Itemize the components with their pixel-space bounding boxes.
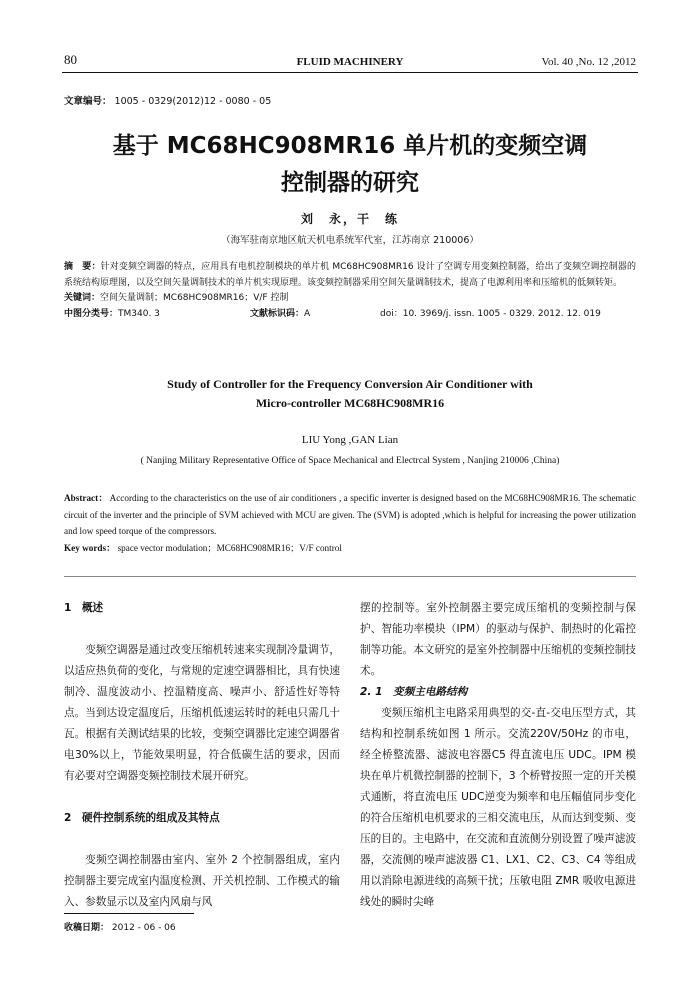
authors-en: LIU Yong ,GAN Lian — [301, 434, 399, 446]
article-number-value: 1005 - 0329(2012)12 - 0080 - 05 — [114, 96, 272, 107]
footnote-rule — [64, 913, 194, 914]
section-2-title: 2 硬件控制系统的组成及其特点 — [64, 812, 220, 824]
page-number: 80 — [64, 52, 77, 67]
right-column — [360, 598, 636, 913]
left-column — [64, 598, 340, 913]
subsection-2-1-paragraph: 变频压缩机主电路采用典型的交-直-交电压型方式，其结构和控制系统如图 1 所示。交流220V/50Hz 的市电，经全桥整流器、滤波电容器C5 得直流电压 UDC。IPM 模块在单片机微控制器的控制下，3 个桥臂按照一定的开关模式通断，将直流电压 UDC逆变为频率和电压幅值同步变化的符合压缩机电机要求的三相交流电压，从而达到变频、变压的目的。主电路中，在交流和直流侧分别设置了噪声滤波器，交流侧的噪声滤波器 C1、LX1、C2、C3、C4 等组成用以消除电源进线的高频干扰；压敏电阻 ZMR 吸收电源进线处的瞬时尖峰 — [360, 707, 636, 908]
abstract-en — [64, 490, 636, 556]
section-2-paragraph: 变频空调控制器由室内、室外 2 个控制器组成，室内控制器主要完成室内温度检测、开关机控制、工作模式的输入、参数显示以及室内风扇与风 — [64, 854, 340, 908]
doi: doi：10. 3969/j. issn. 1005 - 0329. 2012. 12. 019 — [380, 308, 601, 319]
abstract-en-body — [64, 490, 636, 540]
title-cn — [80, 128, 620, 202]
doc-code-block — [250, 307, 380, 323]
subsection-2-1-title: 2. 1 变频主电路结构 — [360, 686, 468, 698]
abstract-cn — [64, 260, 636, 322]
received-date — [64, 920, 176, 933]
doc-code-value: A — [304, 308, 311, 319]
affiliation-cn: （海军驻南京地区航天机电系统军代室，江苏南京 210006） — [221, 235, 479, 246]
section-1-title: 1 概述 — [64, 602, 104, 614]
right-column-continuation: 摆的控制等。室外控制器主要完成压缩机的变频控制与保护、智能功率模块（IPM）的驱动与保护、制热时的化霜控制等功能。本文研究的是室外控制器中压缩机的变频控制技术。 — [360, 602, 636, 677]
clc-value: TM340. 3 — [118, 308, 160, 319]
authors-cn: 刘 永，干 练 — [300, 212, 399, 226]
keywords-cn — [64, 291, 636, 307]
doc-code-label: 文献标识码： — [250, 308, 305, 319]
section-1-paragraph: 变频空调器是通过改变压缩机转速来实现制冷量调节，以适应热负荷的变化，与常规的定速空调器相比，具有快速制冷、温度波动小、控温精度高、噪声小、舒适性好等特点。当到达设定温度后，压缩机低速运转时的耗电只需几十瓦。根据有关测试结果的比较，变频空调器比定速空调器省电30%以上，节能效果明显，符合低碳生活的要求，因而有必要对空调器变频控制技术展开研究。 — [64, 644, 340, 782]
title-en-line2: Micro-controller MC68HC908MR16 — [255, 396, 445, 410]
abstract-cn-label: 摘 要： — [64, 262, 101, 272]
received-date-label: 收稿日期： — [64, 923, 110, 933]
title-en — [90, 375, 610, 413]
spacer — [64, 829, 340, 850]
spacer — [64, 787, 340, 808]
volume-info: Vol. 40 ,No. 12 ,2012 — [541, 56, 636, 68]
abstract-en-text: According to the characteristics on the use of air conditioners , a specific inverter is designed based on the MC68HC908MR16. The schematic circuit of the inverter and the principle of SVM achieved with MCU are given. The (SVM) is adopted ,which is helpful for increasing the power utilization and low speed torque of the compressors. — [64, 493, 636, 536]
clc-label: 中图分类号： — [64, 308, 119, 319]
title-cn-line1: 基于 MC68HC908MR16 单片机的变频空调 — [112, 133, 588, 159]
keywords-cn-text: 空间矢量调制；MC68HC908MR16；V/F 控制 — [100, 293, 289, 303]
title-cn-line2: 控制器的研究 — [281, 170, 419, 196]
keywords-en — [64, 540, 636, 557]
received-date-value: 2012 - 06 - 06 — [111, 923, 176, 933]
affiliation-en: ( Nanjing Military Representative Office of Space Mechanical and Electrcal System , Nanjing 210006 ,China) — [140, 456, 560, 466]
section-divider — [64, 576, 636, 577]
article-number — [64, 93, 271, 107]
keywords-en-label: Key words： — [64, 542, 116, 553]
journal-name: FLUID MACHINERY — [296, 56, 404, 68]
title-en-line1: Study of Controller for the Frequency Conversion Air Conditioner with — [167, 377, 533, 391]
keywords-en-text: space vector modulation；MC68HC908MR16；V/F control — [117, 542, 342, 553]
classification-row — [64, 307, 636, 323]
clc-block — [64, 307, 250, 323]
spacer — [64, 619, 340, 640]
header-rule — [62, 72, 638, 73]
keywords-cn-label: 关键词： — [64, 293, 101, 303]
abstract-cn-text: 针对变频空调器的特点，应用具有电机控制模块的单片机 MC68HC908MR16 设计了空调专用变频控制器，给出了变频空调控制器的系统结构原理图，以及空间矢量调制技术的单片机实现原理。该变频控制器采用空间矢量调制技术，提高了电源利用率和压缩机的低频转矩。 — [64, 262, 636, 288]
abstract-en-label: Abstract： — [64, 493, 108, 503]
abstract-cn-body — [64, 260, 636, 291]
article-number-label: 文章编号： — [64, 96, 112, 107]
